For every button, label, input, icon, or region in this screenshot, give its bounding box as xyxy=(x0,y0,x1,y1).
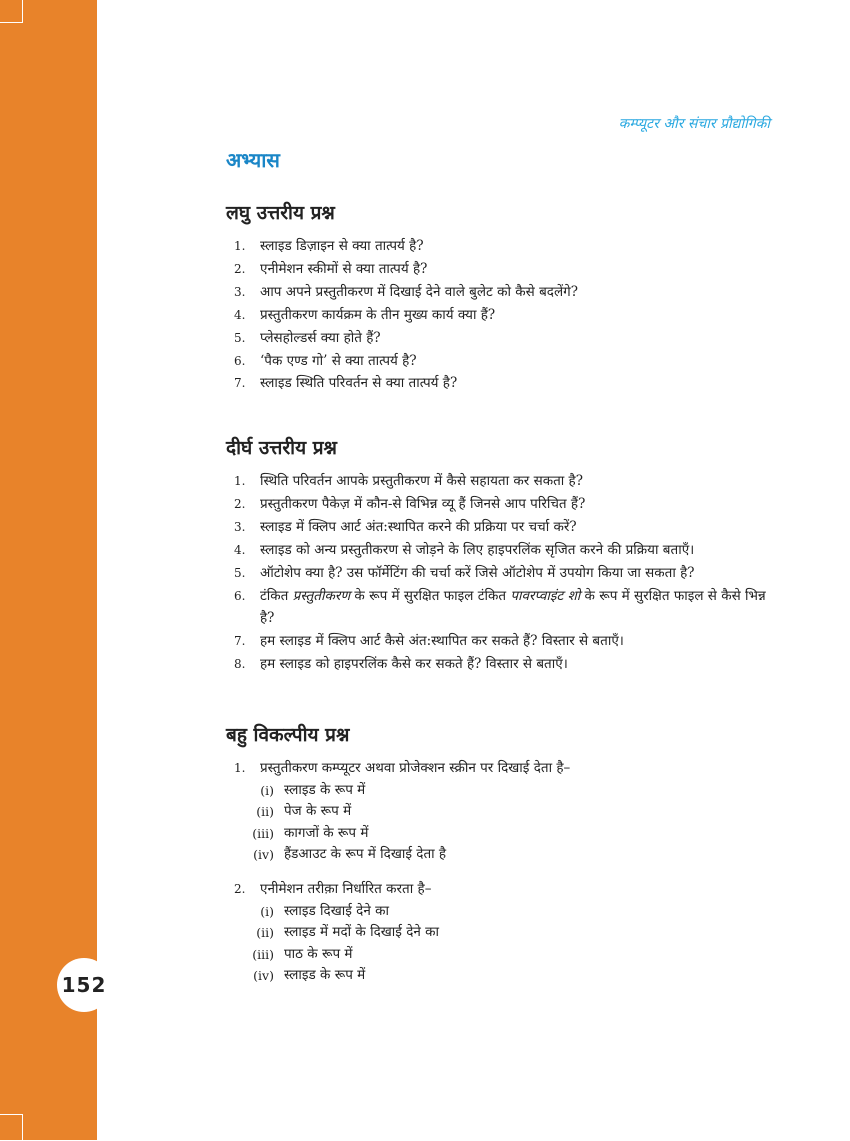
list-item xyxy=(226,516,780,539)
mcq-option xyxy=(226,801,780,823)
option-text: स्लाइड के रूप में xyxy=(284,781,366,798)
option-label: (iv) xyxy=(253,968,274,984)
item-number: 4. xyxy=(234,307,246,322)
item-text: हम स्लाइड में क्लिप आर्ट कैसे अंत:स्थापित कर सकते हैं? विस्तार से बताएँ। xyxy=(260,633,624,650)
item-text: प्लेसहोल्डर्स क्या होते हैं? xyxy=(260,329,381,346)
long-questions-list xyxy=(226,470,780,676)
mcq-option xyxy=(226,844,780,866)
option-label: (iv) xyxy=(253,847,274,863)
list-item xyxy=(226,281,780,304)
list-item xyxy=(226,539,780,562)
item-text: प्रस्तुतीकरण कम्प्यूटर अथवा प्रोजेक्शन स्क्रीन पर दिखाई देता है– xyxy=(260,760,571,776)
list-item xyxy=(226,258,780,281)
item-number: 5. xyxy=(234,330,246,345)
text-run: के रूप में सुरक्षित फाइल टंकित xyxy=(350,587,511,604)
short-questions-list xyxy=(226,235,780,395)
item-number: 7. xyxy=(234,376,246,391)
item-text: स्लाइड स्थिति परिवर्तन से क्या तात्पर्य है? xyxy=(260,375,458,392)
list-item xyxy=(226,304,780,327)
mcq-option xyxy=(226,901,780,923)
italic-term: पावरप्वाइंट शो xyxy=(510,587,581,604)
item-number: 1. xyxy=(234,474,246,488)
mcq-section xyxy=(226,721,780,999)
mcq-option xyxy=(226,922,780,944)
option-text: स्लाइड दिखाई देने का xyxy=(284,902,389,919)
mcq-option xyxy=(226,944,780,966)
option-text: हैंडआउट के रूप में दिखाई देता है xyxy=(284,846,447,863)
item-number: 1. xyxy=(234,761,246,775)
item-number: 6. xyxy=(234,588,246,603)
item-number: 5. xyxy=(234,565,246,580)
item-number: 4. xyxy=(234,542,246,557)
section-heading: बहु विकल्पीय प्रश्न xyxy=(226,724,350,746)
mcq-question xyxy=(226,757,780,866)
text-run: के रूप में सुरक्षित फाइल से कैसे भिन्न है? xyxy=(260,587,766,627)
option-label: (i) xyxy=(260,903,274,919)
mcq-option xyxy=(226,965,780,987)
question-stem xyxy=(226,878,780,901)
item-text: एनीमेशन तरीक़ा निर्धारित करता है– xyxy=(260,880,432,897)
list-item xyxy=(226,562,780,585)
mcq-list xyxy=(226,757,780,987)
list-item xyxy=(226,630,780,653)
list-item xyxy=(226,350,780,373)
option-text: पाठ के रूप में xyxy=(284,945,353,962)
item-text: ऑटोशेप क्या है? उस फॉर्मेटिंग की चर्चा करें जिसे ऑटोशेप में उपयोग किया जा सकता है? xyxy=(260,564,695,581)
item-text: प्रस्तुतीकरण पैकेज़ में कौन-से विभिन्न व्यू हैं जिनसे आप परिचित हैं? xyxy=(260,495,586,512)
item-text: स्लाइड को अन्य प्रस्तुतीकरण से जोड़ने के लिए हाइपरलिंक सृजित करने की प्रक्रिया बताएँ। xyxy=(260,541,695,558)
running-header: कम्प्यूटर और संचार प्रौद्योगिकी xyxy=(618,116,770,132)
page-number: 152 xyxy=(57,958,111,1012)
option-text: स्लाइड में मदों के दिखाई देने का xyxy=(284,924,440,941)
item-text: एनीमेशन स्कीमों से क्या तात्पर्य है? xyxy=(260,260,428,277)
crop-mark-bottom xyxy=(0,1114,23,1141)
item-number: 3. xyxy=(234,284,246,299)
section-heading: दीर्घ उत्तरीय प्रश्न xyxy=(226,437,337,459)
item-number: 3. xyxy=(234,519,246,534)
item-text: हम स्लाइड को हाइपरलिंक कैसे कर सकते हैं? विस्तार से बताएँ। xyxy=(260,656,568,673)
item-text: ‘पैक एण्ड गो’ से क्या तात्पर्य है? xyxy=(260,352,417,369)
text-run: टंकित xyxy=(260,587,293,604)
mcq-question xyxy=(226,878,780,987)
mcq-option xyxy=(226,780,780,802)
item-number: 2. xyxy=(234,496,246,511)
item-text: स्लाइड डिज़ाइन से क्या तात्पर्य है? xyxy=(260,238,424,254)
option-text: पेज के रूप में xyxy=(284,803,352,820)
question-stem xyxy=(226,757,780,780)
item-number: 1. xyxy=(234,239,246,253)
item-text: आप अपने प्रस्तुतीकरण में दिखाई देने वाले बुलेट को कैसे बदलेंगे? xyxy=(260,283,578,300)
short-questions-section xyxy=(226,199,780,395)
option-label: (ii) xyxy=(256,804,274,820)
item-text: स्थिति परिवर्तन आपके प्रस्तुतीकरण में कैसे सहायता कर सकता है? xyxy=(260,473,583,489)
option-label: (iii) xyxy=(252,946,274,962)
list-item xyxy=(226,372,780,395)
list-item xyxy=(226,493,780,516)
list-item xyxy=(226,653,780,676)
item-number: 6. xyxy=(234,353,246,368)
item-number: 7. xyxy=(234,634,246,649)
item-text: प्रस्तुतीकरण कार्यक्रम के तीन मुख्य कार्य क्या हैं? xyxy=(260,306,496,323)
italic-term: प्रस्तुतीकरण xyxy=(292,587,351,604)
item-text: स्लाइड में क्लिप आर्ट अंत:स्थापित करने की प्रक्रिया पर चर्चा करें? xyxy=(260,518,577,535)
list-item xyxy=(226,470,780,493)
option-label: (ii) xyxy=(256,925,274,941)
option-label: (iii) xyxy=(252,825,274,841)
long-questions-section xyxy=(226,434,780,676)
item-number: 8. xyxy=(234,657,246,672)
mcq-option xyxy=(226,823,780,845)
page-title: अभ्यास xyxy=(226,148,280,172)
option-text: कागजों के रूप में xyxy=(284,824,369,841)
option-label: (i) xyxy=(260,782,274,798)
item-number: 2. xyxy=(234,261,246,276)
option-text: स्लाइड के रूप में xyxy=(284,967,366,984)
list-item xyxy=(226,585,780,631)
item-text xyxy=(260,585,780,631)
item-number: 2. xyxy=(234,881,246,896)
section-heading: लघु उत्तरीय प्रश्न xyxy=(226,202,335,224)
list-item xyxy=(226,235,780,258)
crop-mark-top xyxy=(0,0,23,23)
list-item xyxy=(226,327,780,350)
